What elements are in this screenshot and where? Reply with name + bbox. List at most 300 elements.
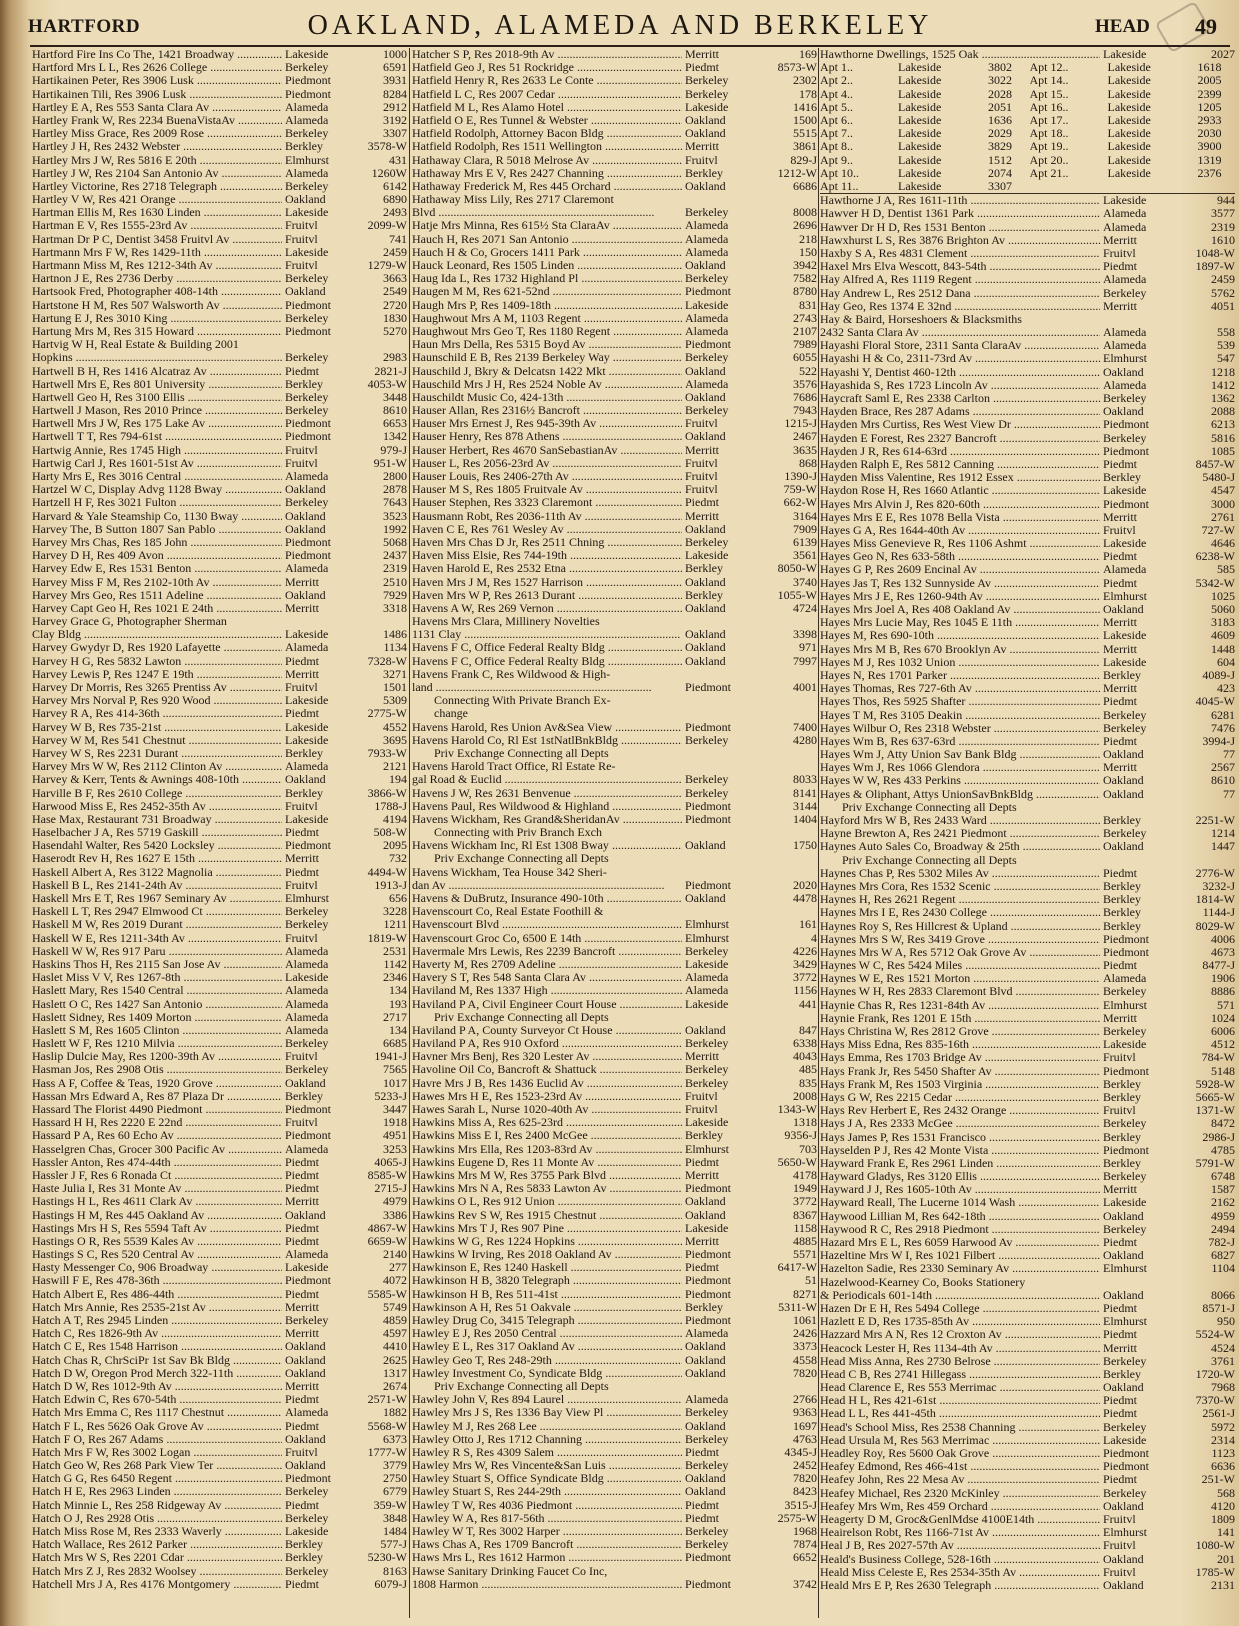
listing-name: gal Road & Euclid ..... (412, 773, 682, 786)
listing-exchange: Piedmont (285, 74, 332, 88)
listing-entry (32, 998, 407, 1011)
listing-entry (820, 1131, 1235, 1144)
apartment-entry (820, 127, 1026, 140)
listing-exchange: Berkeley (285, 390, 329, 404)
apartment-number: 1512 (988, 153, 1012, 167)
listing-name: Hatch Mrs Z J, Res 2832 Woolsey ..... (32, 1565, 282, 1578)
listing-exchange: Piedmt (685, 1511, 720, 1525)
listing-exchange: Piedmt (1103, 866, 1138, 880)
listing-number: 1317 (383, 1366, 407, 1380)
listing-number: 7686 (793, 390, 817, 404)
listing-entry (32, 787, 407, 800)
listing-number: 3253 (383, 1142, 407, 1156)
listing-entry (412, 48, 817, 61)
listing-entry (412, 1143, 817, 1156)
listing-number: 161 (799, 918, 817, 932)
listing-entry (820, 735, 1235, 748)
apartment-entry (1030, 127, 1236, 140)
listing-number: 1000 (383, 48, 407, 61)
listing-number: 4859 (383, 1314, 407, 1327)
listing-entry (412, 1525, 817, 1538)
listing-exchange: Berkeley (1103, 392, 1147, 406)
listing-entry (32, 1525, 407, 1538)
listing-exchange: Berkley (685, 1129, 723, 1143)
listing-exchange: Berkeley (285, 1511, 329, 1525)
listing-name: Hartwell Mrs J W, Res 175 Lake Av ..... (32, 417, 282, 430)
listing-exchange: Berkeley (685, 1432, 729, 1446)
listing-name: Haynes W H, Res 2833 Claremont Blvd ..... (820, 985, 1100, 998)
listing-number: 2437 (383, 549, 407, 563)
listing-name: Haynes Roy S, Res Hillcrest & Upland ..... (820, 920, 1100, 933)
listing-exchange: Piedmont (285, 535, 332, 549)
listing-entry (32, 1288, 407, 1301)
listing-name: Hayes Wilbur O, Res 2318 Webster ..... (820, 722, 1100, 735)
listing-entry (412, 510, 817, 523)
listing-number: 6827 (1211, 1249, 1235, 1263)
listing-entry (32, 681, 407, 694)
listing-entry (820, 1012, 1235, 1025)
listing-entry (412, 1182, 817, 1195)
listing-name: Heald Miss Celeste E, Res 2534-35th Av ..... (820, 1566, 1100, 1579)
listing-name: Hawley Drug Co, 3415 Telegraph ..... (412, 1314, 682, 1327)
listing-number: 3663 (383, 272, 407, 286)
listing-entry (820, 287, 1235, 300)
listing-name: Hayashi Y, Dentist 460-12th ..... (820, 366, 1100, 379)
listing-number: 201 (1217, 1552, 1235, 1566)
listing-exchange: Lakeside (285, 1525, 329, 1538)
listing-name: Harvey D H, Res 409 Avon ..... (32, 549, 282, 562)
listing-exchange: Fruitvl (285, 456, 318, 470)
listing-name: Haverty M, Res 2709 Adeline ..... (412, 958, 682, 971)
listing-number: 4785 (1211, 1143, 1235, 1157)
listing-name: Havens & DuBrutz, Insurance 490-10th ..... (412, 892, 682, 905)
listing-number: 7874 (793, 1538, 817, 1552)
listing-name: Haviland M, Res 1337 High ..... (412, 984, 682, 997)
listing-entry (820, 682, 1235, 695)
listing-name: Hawkins W Irving, Res 2018 Oakland Av ..... (412, 1248, 682, 1261)
listing-exchange: Berkeley (1103, 1420, 1147, 1434)
listing-number: 5515 (793, 127, 817, 141)
listing-entry (32, 338, 407, 351)
listing-entry (412, 813, 817, 826)
listing-number: 6890 (383, 193, 407, 207)
apartment-entry (820, 167, 1026, 180)
listing-number: 6685 (383, 1037, 407, 1051)
listing-name: Havermale Mrs Lewis, Res 2239 Bancroft ..... (412, 945, 682, 958)
apartment-exchange: Lakeside (898, 180, 942, 194)
listing-number: 218 (799, 232, 817, 246)
listing-number: 6142 (383, 179, 407, 193)
listing-exchange: Merritt (1103, 1341, 1137, 1355)
listing-entry (412, 496, 817, 509)
listing-name: Hayes M J, Res 1032 Union ..... (820, 656, 1100, 669)
listing-name: Hayes & Oliphant, Attys UnionSavBnkBldg ..... (820, 788, 1100, 801)
listing-number: 539 (1217, 339, 1235, 353)
listing-number: 2346 (383, 971, 407, 985)
listing-exchange (682, 707, 759, 720)
listing-name: Harvey Mrs Norval P, Res 920 Wood ..... (32, 694, 282, 707)
listing-number (759, 1011, 817, 1024)
listing-name: Havoline Oil Co, Bancroft & Shattuck ..... (412, 1063, 682, 1076)
listing-name: Hawley John V, Res 894 Laurel ..... (412, 1393, 682, 1406)
listing-number: 2720 (383, 298, 407, 312)
listing-entry (32, 61, 407, 74)
listing-name: Head's School Miss, Res 2538 Channing ..... (820, 1421, 1100, 1434)
listing-number: 3448 (383, 390, 407, 404)
listing-name: Hawley E L, Res 317 Oakland Av ..... (412, 1340, 682, 1353)
listing-number: 784-W (1201, 1051, 1235, 1065)
listing-name: Haskins Thos H, Res 2115 San Jose Av ..... (32, 958, 282, 971)
listing-number: 4001 (793, 681, 817, 694)
listing-name: Harvey Capt Geo H, Res 1021 E 24th ..... (32, 602, 282, 615)
listing-name: Hays G W, Res 2215 Cedar ..... (820, 1091, 1100, 1104)
listing-entry (32, 206, 407, 219)
listing-exchange (682, 1011, 759, 1024)
listing-entry (820, 1236, 1235, 1249)
listing-entry (412, 1354, 817, 1367)
listing-entry (412, 1274, 817, 1287)
apartment-label: Apt 17.. (1029, 114, 1069, 127)
listing-name: Hazelton Sadie, Res 2330 Seminary Av ..... (820, 1262, 1100, 1275)
listing-number: 1416 (793, 100, 817, 114)
listing-exchange: Alameda (285, 470, 329, 483)
listing-name: Hartung E J, Res 3010 King ..... (32, 312, 282, 325)
listing-exchange: Fruitvl (685, 1089, 718, 1103)
listing-exchange: Berkeley (285, 1037, 329, 1051)
listing-number: 2776-W (1195, 866, 1235, 880)
listing-exchange: Elmhurst (1103, 589, 1147, 603)
listing-entry (412, 1024, 817, 1037)
listing-entry (412, 193, 817, 206)
listing-entry (32, 839, 407, 852)
listing-number: 6591 (383, 61, 407, 75)
listing-number: 741 (389, 232, 407, 246)
listing-entry (32, 826, 407, 839)
listing-number: 6373 (383, 1432, 407, 1446)
listing-number (1177, 854, 1235, 867)
listing-entry (412, 1433, 817, 1446)
listing-name: Heafey Mrs Wm, Res 459 Orchard ..... (820, 1500, 1100, 1513)
listing-number: 8284 (383, 87, 407, 101)
listing-entry (32, 589, 407, 602)
listing-exchange: Oakland (1103, 840, 1144, 854)
apartment-exchange: Lakeside (898, 153, 942, 167)
listing-exchange (682, 852, 759, 865)
listing-exchange: Berkley (685, 1300, 723, 1314)
listing-entry (820, 1025, 1235, 1038)
listing-exchange: Piedmont (685, 681, 732, 694)
listing-number: 3232-J (1202, 879, 1235, 893)
listing-name: Haviland P A, Res 910 Oxford ..... (412, 1037, 682, 1050)
listing-exchange: Oakland (1103, 1381, 1144, 1395)
listing-entry (412, 1156, 817, 1169)
apartment-number: 2051 (988, 100, 1012, 114)
listing-number: 759-W (783, 483, 817, 497)
listing-entry (32, 958, 407, 971)
listing-exchange: Oakland (285, 1076, 326, 1090)
listing-number: 6213 (1211, 418, 1235, 432)
listing-entry (412, 1367, 817, 1380)
listing-name: Hartwell Mrs E, Res 801 University ..... (32, 378, 282, 391)
listing-entry (32, 1327, 407, 1340)
listing-number: 431 (389, 153, 407, 167)
listing-name: Hazelwood-Kearney Co, Books Stationery (820, 1275, 1026, 1289)
listing-exchange: Lakeside (285, 812, 329, 826)
listing-name: Hayes Mrs Alvin J, Res 820-60th ..... (820, 498, 1100, 511)
listing-entry (412, 378, 817, 391)
listing-exchange: Piedmt (285, 1577, 320, 1591)
apartment-exchange: Lakeside (898, 166, 942, 180)
listing-entry (412, 127, 817, 140)
listing-name: Hayden J R, Res 614-63rd ..... (820, 445, 1100, 458)
listing-entry (412, 1129, 817, 1142)
listing-exchange: Fruitvl (285, 219, 318, 233)
listing-number: 7476 (1211, 721, 1235, 735)
listing-number: 5233-J (374, 1089, 407, 1103)
listing-name: Hay Andrew L, Res 2512 Dana ..... (820, 287, 1100, 300)
listing-name: Hay & Baird, Horseshoers & Blacksmiths (820, 312, 1022, 326)
listing-exchange (1100, 313, 1177, 326)
listing-name: Havens F C, Office Federal Realty Bldg ..... (412, 655, 682, 668)
listing-name: Hartley Victorine, Res 2718 Telegraph ..... (32, 180, 282, 193)
listing-exchange: Fruitvl (1103, 1051, 1136, 1065)
listing-exchange: Lakeside (285, 628, 329, 642)
listing-entry (820, 1500, 1235, 1513)
listing-name: Hasselgren Chas, Grocer 300 Pacific Av ..... (32, 1143, 282, 1156)
page-header (0, 10, 1239, 48)
listing-entry (820, 1276, 1235, 1289)
listing-number: 1218 (1211, 365, 1235, 379)
listing-entry (32, 852, 407, 865)
listing-number: 703 (799, 1142, 817, 1156)
listing-entry (820, 221, 1235, 234)
listing-exchange: Berkeley (685, 1406, 729, 1420)
listing-name: Hawkins Miss E I, Res 2400 McGee ..... (412, 1129, 682, 1142)
listing-entry (32, 1551, 407, 1564)
listing-exchange: Berkley (285, 1089, 323, 1103)
listing-number: 2088 (1211, 405, 1235, 419)
listing-exchange: Alameda (285, 984, 329, 998)
listing-number: 3695 (383, 733, 407, 747)
listing-exchange: Piedmont (685, 1551, 732, 1565)
listing-number: 8163 (383, 1564, 407, 1578)
listing-exchange: Fruitvl (285, 878, 318, 892)
listing-number: 7565 (383, 1063, 407, 1077)
listing-number (759, 760, 817, 773)
listing-exchange: Alameda (685, 1393, 729, 1407)
listing-exchange: Piedmt (285, 865, 320, 879)
listing-name: Head H L, Res 421-61st ..... (820, 1394, 1100, 1407)
listing-entry (32, 1354, 407, 1367)
listing-exchange: Oakland (685, 628, 726, 642)
listing-entry (32, 74, 407, 87)
listing-exchange: Berkley (285, 786, 323, 800)
listing-exchange: Fruitvl (285, 799, 318, 813)
listing-entry (32, 1393, 407, 1406)
apartment-number: 2005 (1197, 74, 1222, 88)
listing-exchange: Fruitvl (685, 456, 718, 470)
listing-name: Hawley Stuart S, Res 244-29th ..... (412, 1485, 682, 1498)
listing-exchange: Lakeside (1103, 1038, 1147, 1052)
listing-name: Harville B F, Res 2610 College ..... (32, 787, 282, 800)
listing-name: Hazen Dr E H, Res 5494 College ..... (820, 1302, 1100, 1315)
listing-name: Hayashida S, Res 1723 Lincoln Av ..... (820, 379, 1100, 392)
listing-name: Hatch Mrs W S, Res 2201 Cdar ..... (32, 1551, 282, 1564)
listing-name: Hasman Jos, Res 2908 Otis ..... (32, 1063, 282, 1076)
listing-exchange: Alameda (285, 641, 329, 655)
listing-entry (820, 1407, 1235, 1420)
listing-entry (32, 1248, 407, 1261)
listing-entry (820, 1368, 1235, 1381)
listing-number: 6006 (1211, 1025, 1235, 1039)
listing-entry (820, 709, 1235, 722)
apartment-label: Apt 15.. (1029, 87, 1069, 101)
listing-exchange: Piedmont (285, 1103, 332, 1116)
listing-number: 5230-W (367, 1551, 407, 1565)
listing-entry (412, 1209, 817, 1222)
listing-name: Hatfield O E, Res Tunnel & Webster ..... (412, 114, 682, 127)
listing-number: 1897-W (1195, 260, 1235, 274)
listing-entry (32, 483, 407, 496)
listing-number: 5480-J (1202, 471, 1235, 485)
listing-entry (820, 590, 1235, 603)
listing-exchange: Oakland (285, 1432, 326, 1446)
listing-exchange: Oakland (685, 1340, 726, 1354)
apartment-entry (1030, 61, 1236, 74)
listing-entry (412, 206, 817, 219)
listing-exchange: Fruitvl (1103, 1512, 1136, 1526)
apartment-exchange: Lakeside (898, 114, 942, 127)
listing-name: Hawkinson E, Res 1240 Haskell ..... (412, 1261, 682, 1274)
listing-exchange: Berkeley (685, 74, 729, 88)
listing-entry (412, 721, 817, 734)
listing-name: Harwood Miss E, Res 2452-35th Av ..... (32, 800, 282, 813)
listing-entry (820, 748, 1235, 761)
listing-exchange: Merritt (685, 1234, 719, 1248)
listing-entry (32, 932, 407, 945)
listing-entry (820, 1434, 1235, 1447)
listing-name: Haynes Chas P, Res 5302 Miles Av ..... (820, 867, 1100, 880)
listing-name: Hatch Miss Rose M, Res 2333 Waverly ..... (32, 1525, 282, 1538)
listing-name: Heal J B, Res 2027-57th Av ..... (820, 1539, 1100, 1552)
listing-entry (32, 154, 407, 167)
listing-name: Haunschild E B, Res 2139 Berkeley Way ..... (412, 351, 682, 364)
listing-entry (412, 1103, 817, 1116)
column-b (412, 48, 817, 1618)
listing-number: 4547 (1211, 484, 1235, 498)
listing-name: Hayes Thos, Res 5925 Shafter ..... (820, 695, 1100, 708)
listing-number: 1882 (383, 1406, 407, 1420)
listing-exchange (1100, 1276, 1177, 1289)
listing-exchange: Piedmont (1103, 932, 1150, 946)
listing-number: 2674 (383, 1379, 407, 1393)
listing-name: Hartley J W, Res 2104 San Antonio Av ..... (32, 167, 282, 180)
listing-exchange: Oakland (685, 601, 726, 615)
listing-number: 8610 (1211, 774, 1235, 788)
listing-entry (32, 694, 407, 707)
listing-exchange: Merritt (285, 575, 319, 589)
listing-name: Hazlett E D, Res 1735-85th Av ..... (820, 1315, 1100, 1328)
listing-exchange: Berkeley (685, 773, 729, 787)
listing-entry (820, 972, 1235, 985)
listing-exchange: Berkeley (685, 1037, 729, 1051)
listing-exchange: Piedmont (285, 1472, 332, 1486)
listing-number: 1342 (383, 430, 407, 444)
listing-exchange: Alameda (1103, 378, 1147, 392)
listing-name: Harvey H G, Res 5832 Lawton ..... (32, 655, 282, 668)
listing-exchange: Piedmont (685, 1314, 732, 1327)
listing-number: 3373 (793, 1340, 817, 1354)
listing-number (355, 338, 407, 351)
listing-name: Hatch Chas R, ChrSciPr 1st Sav Bk Bldg ..... (32, 1354, 282, 1367)
listing-entry (412, 1538, 817, 1551)
listing-entry (32, 1459, 407, 1472)
listing-exchange: Fruitvl (1103, 1565, 1136, 1579)
listing-exchange: Fruitvl (1103, 1539, 1136, 1553)
listing-name: Havner Mrs Benj, Res 320 Lester Av ..... (412, 1050, 682, 1063)
listing-name: 1808 Harmon ..... (412, 1578, 682, 1591)
listing-entry (32, 101, 407, 114)
listing-name: Haskell Albert A, Res 3122 Magnolia ..... (32, 866, 282, 879)
listing-name: Haynes Mrs W A, Res 5712 Oak Grove Av ..... (820, 946, 1100, 959)
listing-entry (820, 352, 1235, 365)
listing-number: 4494-W (367, 865, 407, 879)
listing-name: Havens A W, Res 269 Vernon ..... (412, 602, 682, 615)
listing-number: 5568-W (367, 1419, 407, 1433)
listing-number: 2027 (1211, 48, 1235, 61)
listing-exchange: Oakland (1103, 1578, 1144, 1592)
listing-exchange (682, 668, 759, 681)
listing-number: 2800 (383, 470, 407, 483)
listing-exchange: Berkeley (285, 127, 329, 141)
listing-entry (820, 1553, 1235, 1566)
listing-name: Harvey W M, Res 541 Chestnut ..... (32, 734, 282, 747)
listing-name: Hawxhurst L S, Res 3876 Brighton Av ..... (820, 234, 1100, 247)
listing-entry (32, 668, 407, 681)
listing-name: Hauser M S, Res 1805 Fruitvale Av ..... (412, 483, 682, 496)
listing-name: Heacock Lester H, Res 1134-4th Av ..... (820, 1342, 1100, 1355)
listing-number: 2251-W (1195, 814, 1235, 828)
listing-exchange: Piedmont (685, 812, 732, 826)
listing-exchange: Oakland (1103, 405, 1144, 419)
listing-exchange: Berkeley (685, 1525, 729, 1538)
listing-name: Hayward Reall, The Lucerne 1014 Wash ..... (820, 1196, 1100, 1209)
listing-exchange: Oakland (285, 193, 326, 207)
listing-name: Hartley Miss Grace, Res 2009 Rose ..... (32, 127, 282, 140)
listing-exchange: Lakeside (285, 694, 329, 708)
listing-exchange: Alameda (1103, 220, 1147, 234)
listing-exchange: Alameda (285, 760, 329, 774)
listing-entry (412, 641, 817, 654)
listing-name: Hassard P A, Res 60 Echo Av ..... (32, 1129, 282, 1142)
apartment-number: 3307 (988, 180, 1012, 194)
apartment-entry (1030, 74, 1236, 87)
listing-number: 2008 (793, 1089, 817, 1103)
listing-exchange: Oakland (685, 892, 726, 905)
listing-exchange: Berkeley (285, 311, 329, 325)
listing-name: Havenscourt Blvd ..... (412, 918, 682, 931)
listing-name: Hatch C E, Res 1548 Harrison ..... (32, 1340, 282, 1353)
listing-number: 7328-W (367, 654, 407, 668)
listing-number: 4053-W (367, 377, 407, 391)
listing-number: 4867-W (367, 1221, 407, 1235)
listing-entry (412, 140, 817, 153)
listing-number: 585 (1217, 563, 1235, 577)
listing-name: Haswill F E, Res 478-36th ..... (32, 1274, 282, 1287)
listing-entry (820, 1210, 1235, 1223)
listing-exchange: Berkley (1103, 814, 1141, 828)
listing-exchange: Oakland (1103, 1249, 1144, 1263)
